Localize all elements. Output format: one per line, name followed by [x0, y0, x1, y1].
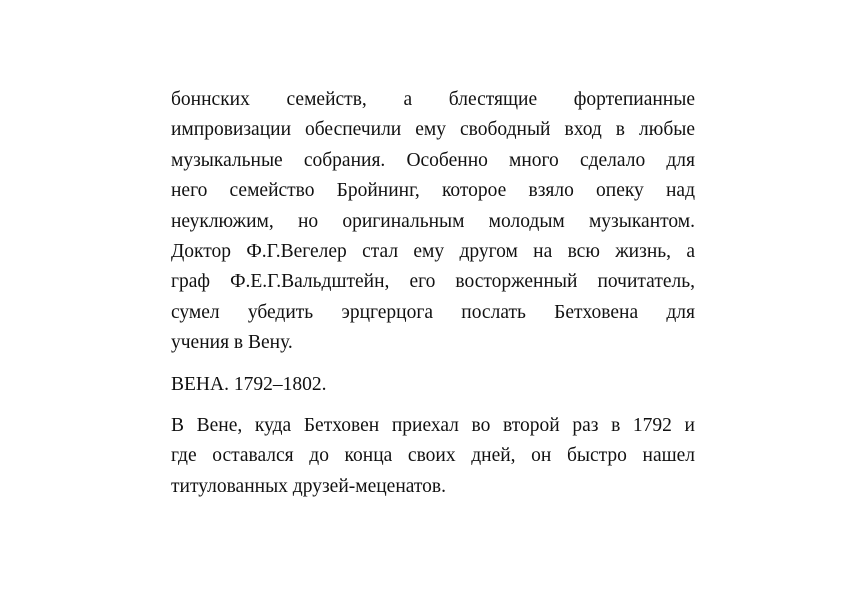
text-line: Доктор Ф.Г.Вегелер стал ему другом на всю жизнь, а [171, 240, 695, 262]
heading-line: ВЕНА. 1792–1802. [171, 373, 327, 395]
text-line: титулованных друзей-меценатов. [171, 475, 447, 497]
text-line: сумел убедить эрцгерцога послать Бетховена для [171, 301, 695, 323]
text-line: импровизации обеспечили ему свободный вход в любые [171, 119, 695, 141]
text-line: В Вене, куда Бетховен приехал во второй раз в 1792 и [171, 414, 695, 436]
paragraph-1 [171, 85, 695, 359]
text-line: неуклюжим, но оригинальным молодым музыкантом. [171, 210, 695, 232]
text-line: него семейство Бройнинг, которое взяло опеку над [171, 180, 695, 202]
text-line: граф Ф.Е.Г.Вальдштейн, его восторженный почитатель, [171, 271, 695, 293]
paragraph-spacer [171, 359, 695, 370]
text-line: учения в Вену. [171, 332, 293, 354]
text-line: музыкальные собрания. Особенно много сделало для [171, 149, 695, 171]
paragraph-spacer [171, 400, 695, 411]
section-heading [171, 370, 695, 400]
text-line: где оставался до конца своих дней, он быстро нашел [171, 445, 695, 467]
body-text [171, 85, 695, 502]
text-line: боннских семейств, а блестящие фортепианные [171, 89, 695, 110]
paragraph-2 [171, 411, 695, 502]
